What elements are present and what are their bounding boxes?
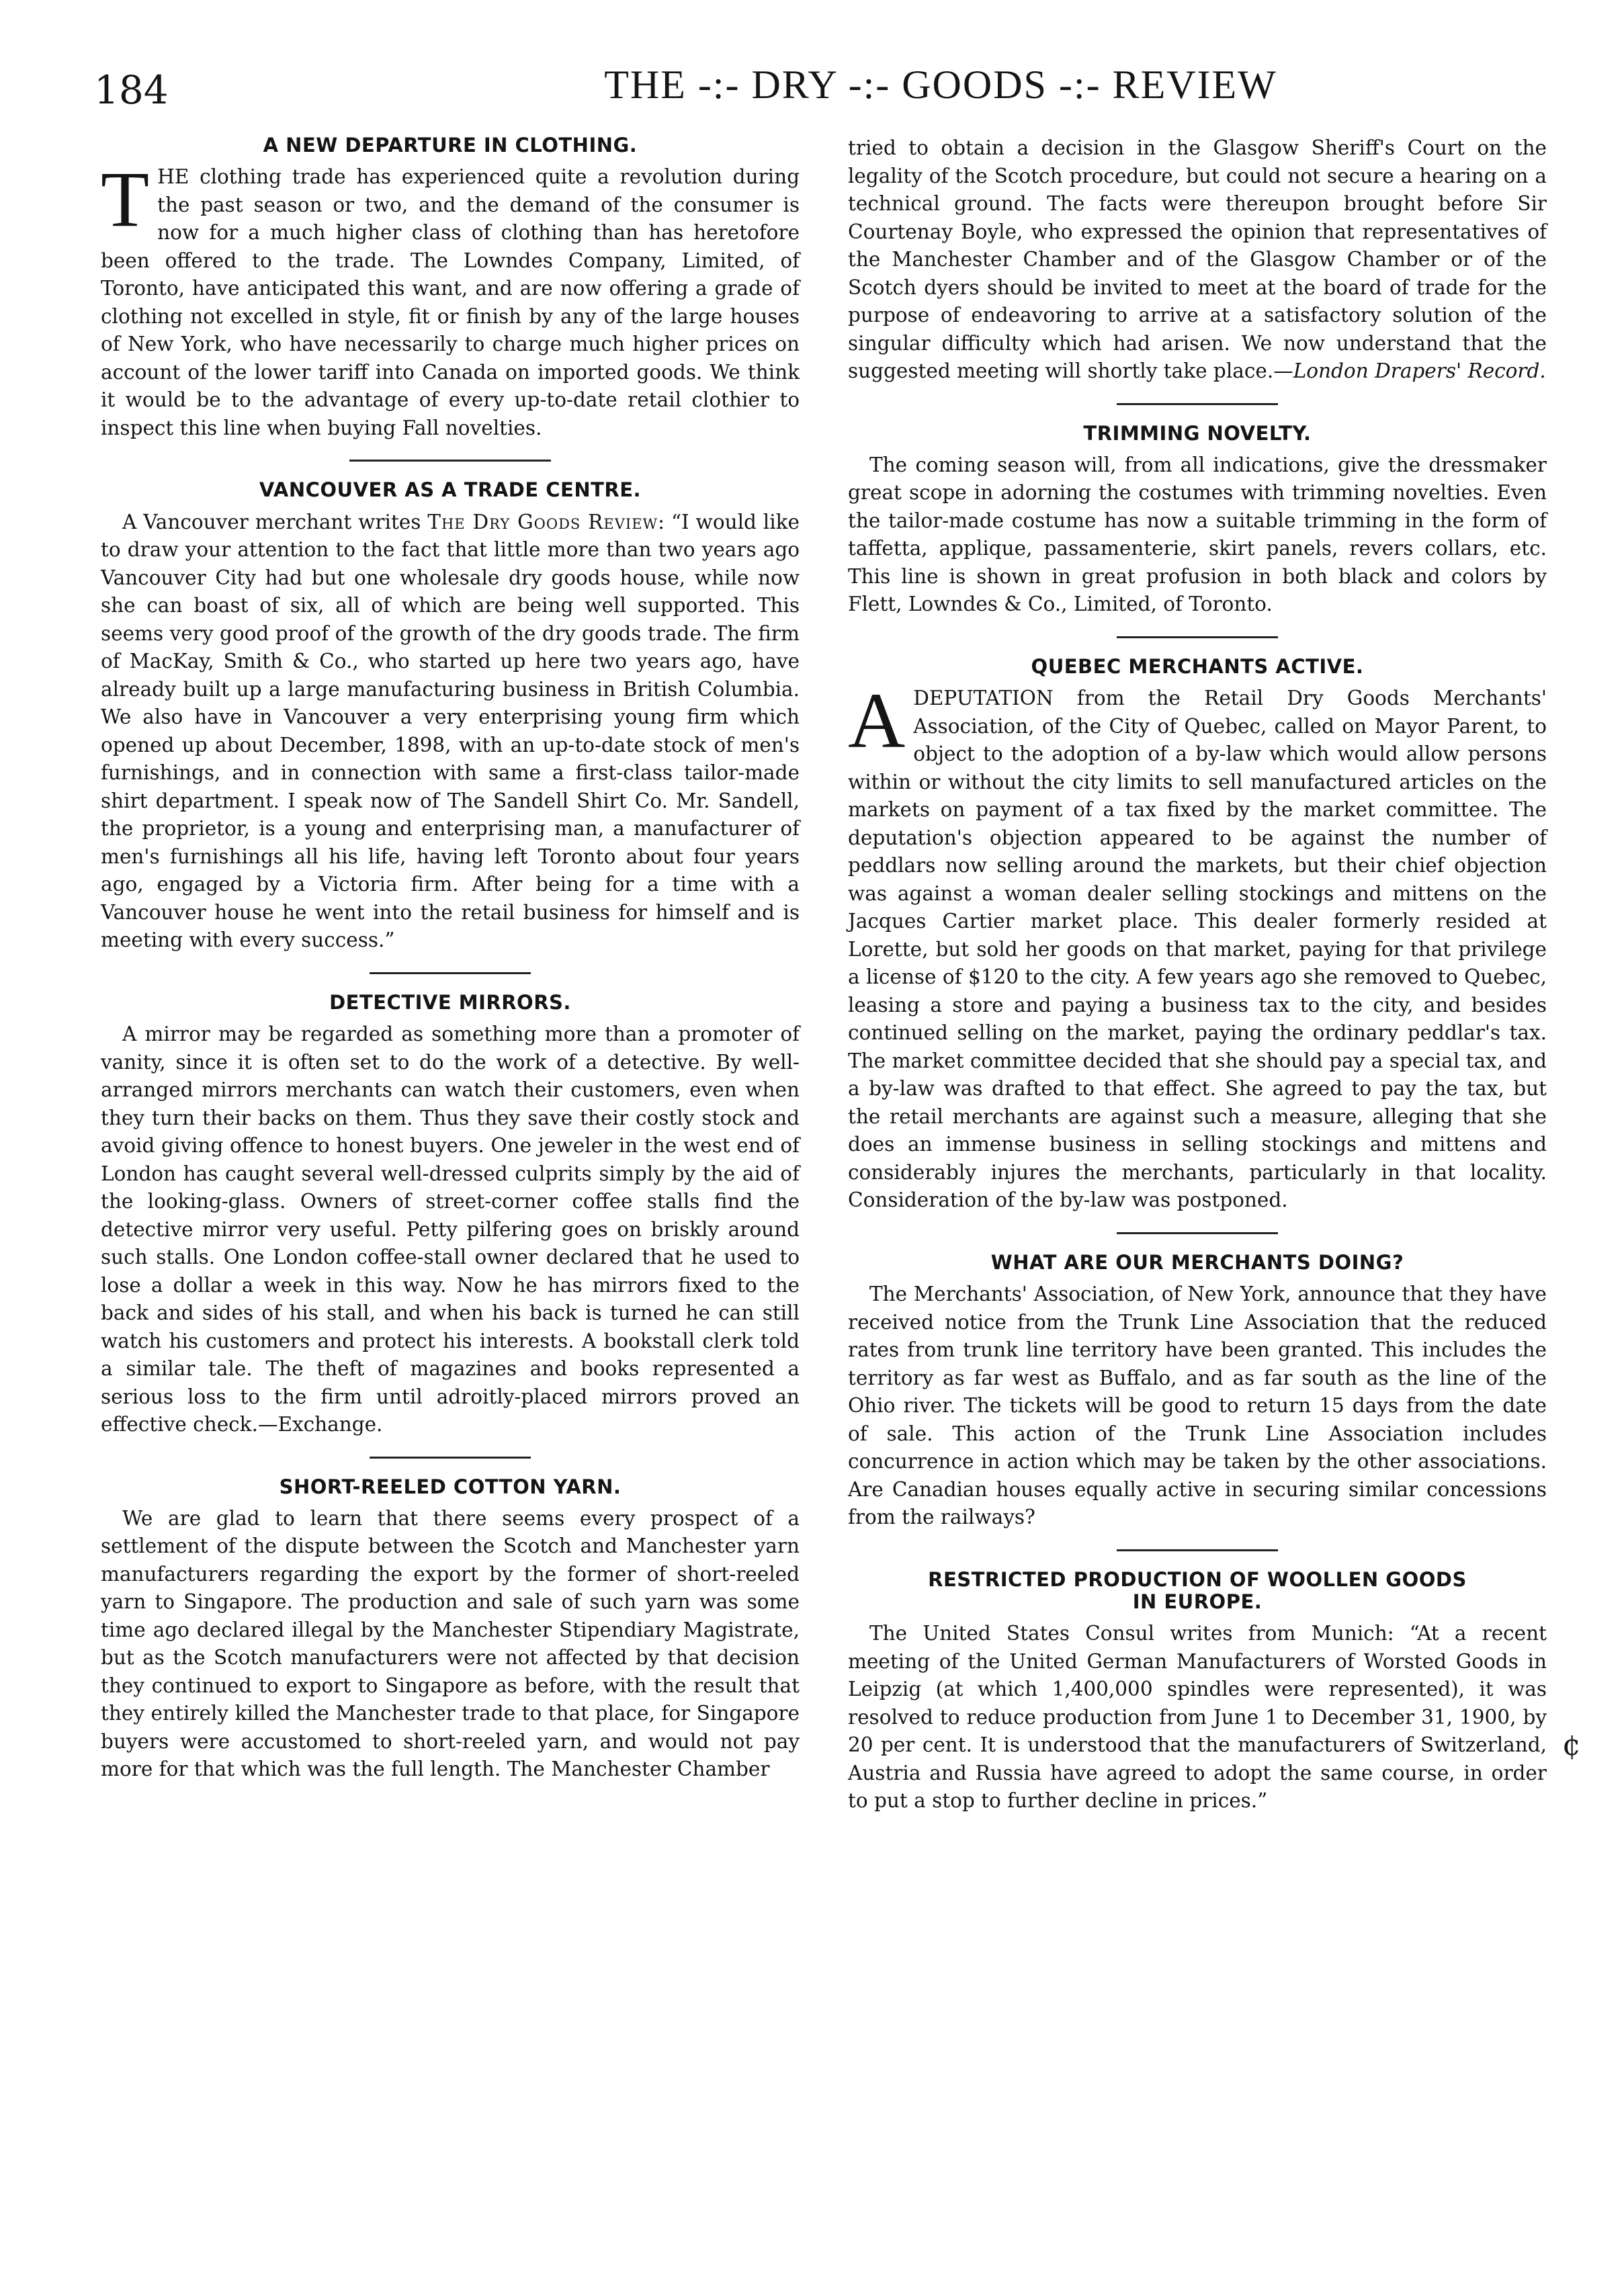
left-column	[101, 134, 800, 1797]
article-heading: SHORT-REELED COTTON YARN.	[279, 1475, 622, 1498]
margin-mark: ¢	[1562, 1728, 1581, 1762]
section-divider	[370, 1457, 531, 1459]
paragraph: A mirror may be regarded as something more than a promoter of vanity, since it is often set to do the work of a detective. By well-arranged mirrors merchants can watch their customers, even when they turn their backs on them. Thus they save their costly stock and avoid giving offence to honest buyers. One jeweler in the west end of London has caught several well-dressed culprits simply by the aid of the looking-glass. Owners of street-corner coffee stalls find the detective mirror very useful. Petty pilfering goes on briskly around such stalls. One London coffee-stall owner declared that he used to lose a dollar a week in this way. Now he has mirrors fixed to the back and sides of his stall, and when his back is turned he can still watch his customers and protect his interests. A bookstall clerk told a similar tale. The theft of magazines and books represented a serious loss to the firm until adroitly-placed mirrors proved an effective check.—Exchange.	[101, 1023, 800, 1436]
paragraph: The coming season will, from all indications, give the dressmaker great scope in adorning the costumes with trimming novelties. Even the tailor-made costume has now a suitable trimming in the form of taffetta, applique, passamenterie, skirt panels, revers collars, etc. This line is shown in great profusion in both black and colors by Flett, Lowndes & Co., Limited, of Toronto.	[848, 453, 1547, 616]
article-heading	[848, 1569, 1547, 1614]
article-heading: A NEW DEPARTURE IN CLOTHING.	[263, 134, 638, 157]
paragraph-lead: A Vancouver merchant writes	[122, 510, 428, 533]
article-body	[848, 134, 1547, 386]
article-heading: TRIMMING NOVELTY.	[1083, 421, 1312, 445]
article-body	[848, 677, 1547, 1215]
article-body	[101, 155, 800, 442]
article-new-departure	[101, 134, 800, 442]
article-short-reeled-continued	[848, 134, 1547, 386]
article-restricted-production	[848, 1569, 1547, 1815]
section-divider	[349, 460, 551, 462]
paragraph: The Merchants' Association, of New York, announce that they have received notice from the Trunk Line Association that the reduced rates from trunk line territory have been granted. This includes the territory as far west as Buffalo, and as far south as the line of the Ohio river. The tickets will be good to return 15 days from the date of sale. This action of the Trunk Line Association includes concurrence in action which may be taken by the other associations. Are Canadian houses equally active in securing similar concessions from the railways?	[848, 1283, 1547, 1529]
article-quebec-merchants	[848, 656, 1547, 1215]
section-divider	[370, 972, 531, 974]
article-vancouver	[101, 479, 800, 954]
section-divider	[1117, 1549, 1278, 1551]
paragraph: tried to obtain a decision in the Glasgow Sheriff's Court on the legality of the Scotch procedure, but could not secure a hearing on a technical ground. The facts were thereupon brought before Sir Courtenay Boyle, who expressed the opinion that representatives of the Manchester Chamber and of the Glasgow Chamber or of the Scotch dyers should be invited to meet at the board of trade for the purpose of endeavoring to arrive at a satisfactory solution of the singular difficulty which had arisen. We now understand that the suggested meeting will shortly take place.—	[848, 136, 1547, 382]
heading-line: IN EUROPE.	[1132, 1590, 1263, 1613]
drop-cap: T	[101, 155, 150, 244]
article-trimming-novelty	[848, 423, 1547, 619]
article-body	[848, 1620, 1547, 1815]
section-divider	[1117, 1232, 1278, 1234]
right-column	[848, 134, 1547, 1829]
article-body	[101, 509, 800, 955]
heading-line: RESTRICTED PRODUCTION OF WOOLLEN GOODS	[928, 1567, 1467, 1591]
article-heading: VANCOUVER AS A TRADE CENTRE.	[259, 478, 642, 502]
article-heading: WHAT ARE OUR MERCHANTS DOING?	[990, 1250, 1404, 1274]
paragraph: We are glad to learn that there seems every prospect of a settlement of the dispute between the Scotch and Manchester yarn manufacturers regarding the export by the former of short-reeled yarn to Singapore. The production and sale of such yarn was some time ago declared illegal by the Manchester Stipendiary Magistrate, but as the Scotch manufacturers were not affected by that decision they continued to export to Singapore as before, with the result that they entirely killed the Manchester trade to that place, for Singapore buyers were accustomed to short-reeled yarn, and would not pay more for that which was the full length. The Manchester Chamber	[101, 1506, 800, 1781]
paragraph: : “I would like to draw your attention to the fact that little more than two years ago Vancouver City had but one wholesale dry goods house, while now she can boast of six, all of which are being well supported. This seems very good proof of the growth of the dry goods trade. The firm of MacKay, Smith & Co., who started up here two years ago, have already built up a large manufacturing business in British Columbia. We also have in Vancouver a very enterprising young firm which opened up about December, 1898, with an up-to-date stock of men's furnishings, and in connection with same a first-class tailor-made shirt department. I speak now of The Sandell Shirt Co. Mr. Sandell, the proprietor, is a young and enterprising man, a manufacturer of men's furnishings all his life, having left Toronto about four years ago, engaged by a Victoria firm. After being for a time with a Vancouver house he went into the retail business for himself and is meeting with every success.”	[101, 510, 800, 952]
article-what-merchants	[848, 1252, 1547, 1532]
source-credit: London Drapers' Record.	[1293, 359, 1546, 382]
paragraph: DEPUTATION from the Retail Dry Goods Merchants' Association, of the City of Quebec, called on Mayor Parent, to object to the adoption of a by-law which would allow persons within or without the city limits to sell manufactured articles on the markets on payment of a tax fixed by the market committee. The deputation's objection appeared to be against the number of peddlars now selling around the markets, but their chief objection was against a woman dealer selling stockings and mittens on the Jacques Cartier market place. This dealer formerly resided at Lorette, but sold her goods on that market, paying for that privilege a license of $120 to the city. A few years ago she removed to Quebec, leasing a store and paying a business tax to the city, and besides continued selling on the market, paying the ordinary peddlar's tax. The market committee decided that she should pay a special tax, and a by-law was drafted to that effect. She agreed to pay the tax, but the retail merchants are against such a measure, alleging that she does an immense business in selling stockings and mittens and considerably injures the merchants, particularly in that locality. Consideration of the by-law was postponed.	[848, 687, 1547, 1212]
article-detective-mirrors	[101, 992, 800, 1439]
paragraph: The United States Consul writes from Munich: “At a recent meeting of the United German Manufacturers of Worsted Goods in Leipzig (at which 1,400,000 spindles were represented), it was resolved to reduce production from June 1 to December 31, 1900, by 20 per cent. It is understood that the manufacturers of Switzerland, Austria and Russia have agreed to adopt the same course, in order to put a stop to further decline in prices.”	[848, 1622, 1547, 1813]
masthead: THE -:- DRY -:- GOODS -:- REVIEW	[604, 62, 1277, 107]
section-divider	[1117, 403, 1278, 405]
paragraph: HE clothing trade has experienced quite a revolution during the past season or two, and the demand of the consumer is now for a much higher class of clothing than has heretofore been offered to the trade. The Lowndes Company, Limited, of Toronto, have anticipated this want, and are now offering a grade of clothing not excelled in style, fit or finish by any of the large houses of New York, who have necessarily to charge much higher prices on account of the lower tariff into Canada on imported goods. We think it would be to the advantage of every up-to-date retail clothier to inspect this line when buying Fall novelties.	[101, 165, 800, 439]
article-heading: QUEBEC MERCHANTS ACTIVE.	[1031, 654, 1364, 678]
article-short-reeled	[101, 1476, 800, 1784]
section-divider	[1117, 636, 1278, 638]
article-body	[848, 451, 1547, 619]
drop-cap: A	[848, 677, 906, 765]
article-body	[101, 1021, 800, 1439]
article-body	[101, 1505, 800, 1784]
page-number: 184	[94, 67, 169, 113]
article-heading: DETECTIVE MIRRORS.	[329, 990, 571, 1014]
article-body	[848, 1281, 1547, 1532]
publication-name: The Dry Goods Review	[427, 510, 658, 533]
